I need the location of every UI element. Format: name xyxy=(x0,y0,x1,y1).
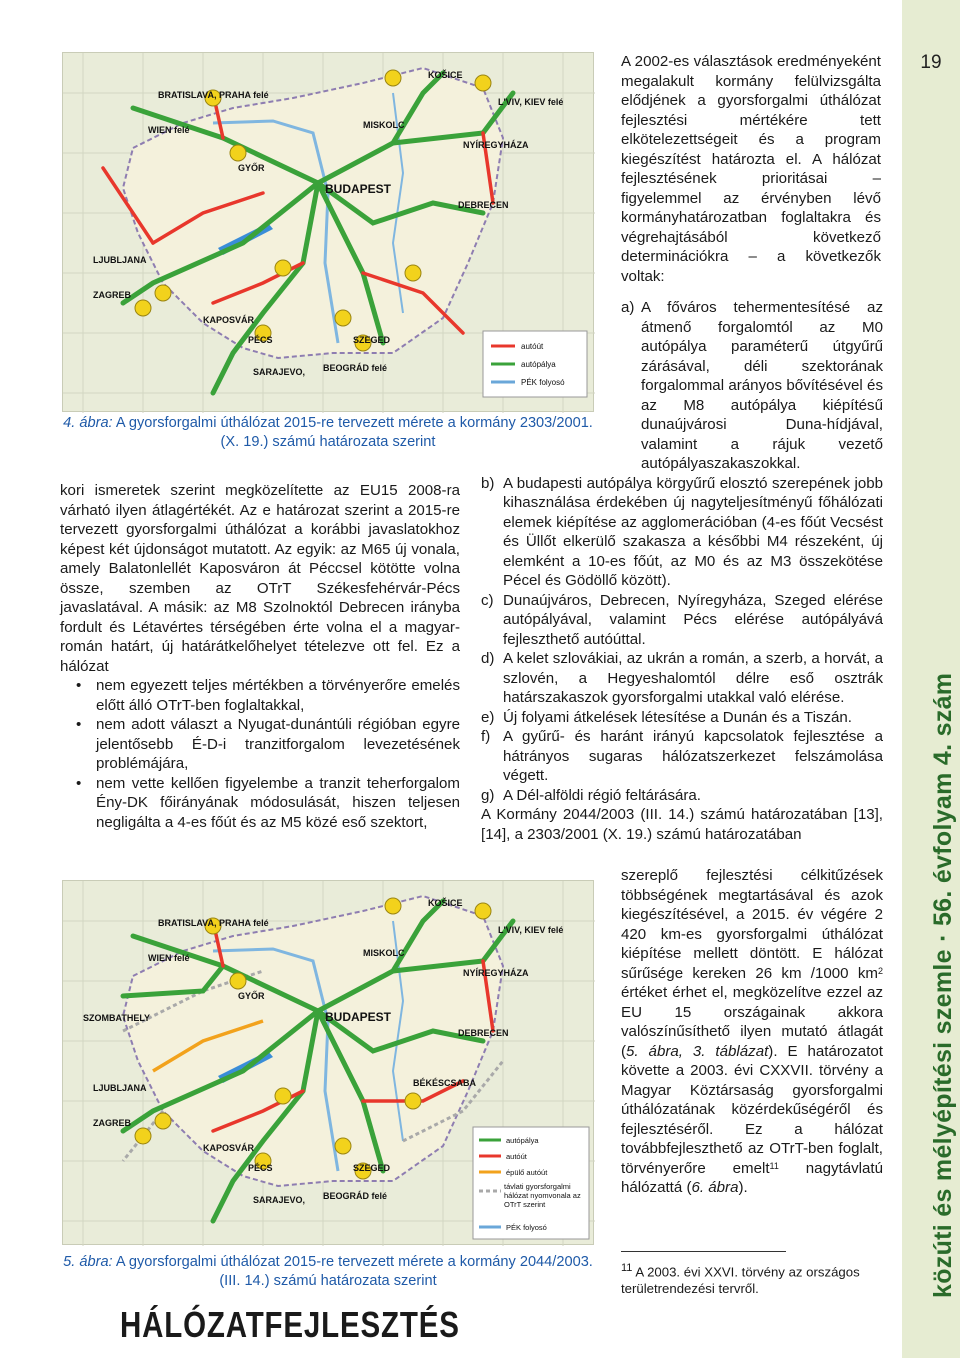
map-label-miskolc: MISKOLC xyxy=(363,120,405,130)
map-label-sarajevo: SARAJEVO, xyxy=(253,367,306,377)
left-column xyxy=(60,481,460,832)
item-text: A gyűrű- és haránt irányú kapcsolatok fejlesztése a hátrányos sugaras hálózatszerkezet felszámolása végett. xyxy=(503,728,883,784)
closing-wide: A Kormány 2044/2003 (III. 14.) számú határozatában [13], [14], a 2303/2001 (X. 19.) számú határozatában xyxy=(481,806,883,843)
item-text: A kelet szlovákiai, az ukrán a román, a szerb, a horvát, a szlovén, a Hegyeshalomtól délre eső osztrák határszakaszok gyorsforgalmi utakkal való elérése. xyxy=(503,650,883,706)
map-label-wien: WIEN felé xyxy=(148,953,190,963)
map-label-kiev: L'VIV, KIEV felé xyxy=(498,925,564,935)
footnote-number: 11 xyxy=(621,1262,633,1274)
figure-5-map xyxy=(62,880,594,1245)
map-label-miskolc: MISKOLC xyxy=(363,948,405,958)
map-label-budapest: BUDAPEST xyxy=(325,1010,392,1024)
right-list-block xyxy=(481,298,883,844)
item-mark: e) xyxy=(481,708,495,726)
journal-title-vertical: közúti és mélyépítési szemle · 56. évfolyam 4. szám xyxy=(929,672,957,1298)
map-label-szeged: SZEGED xyxy=(353,335,391,345)
item-text: Dunaújváros, Debrecen, Nyíregyháza, Szeged elérése autópályával, valamint Pécs elérése autópályává fejleszthető autóúttal. xyxy=(503,591,883,648)
map-label-budapest: BUDAPEST xyxy=(325,182,392,196)
priority-item xyxy=(481,708,883,728)
item-mark: a) xyxy=(621,299,635,316)
map-label-sarajevo: SARAJEVO, xyxy=(253,1195,306,1205)
legend-item: autópálya xyxy=(521,360,556,369)
bullet-item: • nem vette kellően figyelembe a tranzit teherforgalom Ény-DK főirányának módosulását, hiszen teljesen negligálta a 4-es főút és az M5 közé eső szektort, xyxy=(60,774,460,833)
map-label-wien: WIEN felé xyxy=(148,125,190,135)
figure-5-caption-text: A gyorsforgalmi úthálózat 2015-re tervezett mérete a kormány 2044/2003. (III. 14.) számú határozata szerint xyxy=(115,1254,593,1289)
bullet-item: • nem adott választ a Nyugat-dunántúli régióban egyre jelentősebb É-D-i tranzitforgalom levezetésének problémájára, xyxy=(60,715,460,774)
closing-paragraph: szereplő fejlesztési célkitűzések többségének megtartásával és azok kiegészítésével, a 2015. év végére 2 420 km-es gyorsforgalmi úthálózat kiépítése mellett döntött. E hálózat sűrűsége kereken 26 km /1000 $km^2$ értéket érhet el, megközelítve ezzel az EU 15 országainak akkora valószínűsíthető ilyen mutató átlagát (5. ábra, 3. táblázat). E határozatot követte a 2003. évi CXXVII. törvény a Magyar Köztársaság gyorsforgalmi úthálózatának közérdekűségéről és fejlesztéséről. Ez a hálózat továbbfejleszthető az OTrT-ben foglalt, törvényerőre emelt$^{11}$ nagytávlatú hálózattá (6. ábra). xyxy=(621,867,883,1196)
map-label-kosice: KOŠICE xyxy=(428,898,463,908)
footnote-text: A 2003. évi XXVI. törvény az országos területrendezési tervről. xyxy=(621,1264,860,1296)
intro-paragraph: A 2002-es választások eredményeként megalakult kormány felülvizsgálta elődjének a gyorsforgalmi úthálózat fejlesztési mértékére tett elkötelezettségeit és a program kiegészítést határozta el. A hálózat fejlesztésének prioritásai – figyelemmel az érvényben lévő kormányhatározatban foglaltakra és végrehajtásából következő determinációkra – a következők voltak: xyxy=(621,53,881,285)
item-mark: g) xyxy=(481,786,495,804)
map-label-bratislava: BRATISLAVA, PRAHA felé xyxy=(158,90,269,100)
priority-item xyxy=(481,649,883,708)
map-label-nyiregyhaza: NYÍREGYHÁZA xyxy=(463,968,529,978)
map-label-szeged: SZEGED xyxy=(353,1163,391,1173)
priority-item xyxy=(481,591,883,650)
map-label-zagreb: ZAGREB xyxy=(93,290,131,300)
item-mark: b) xyxy=(481,474,495,492)
item-mark: d) xyxy=(481,650,495,667)
figure-4-caption-text: A gyorsforgalmi úthálózat 2015-re tervezett mérete a kormány 2303/2001. (X. 19.) számú határozata szerint xyxy=(115,415,593,450)
map-label-ljubljana: LJUBLJANA xyxy=(93,1083,147,1093)
map-label-kaposvar: KAPOSVÁR xyxy=(203,1143,255,1153)
priority-list-a xyxy=(481,298,883,474)
priority-list xyxy=(481,474,883,806)
map-label-kosice: KOŠICE xyxy=(428,70,463,80)
priority-item xyxy=(481,786,883,806)
map-label-kiev: L'VIV, KIEV felé xyxy=(498,97,564,107)
priority-item xyxy=(481,727,883,786)
item-text: A Dél-alföldi régió feltárására. xyxy=(503,786,701,804)
item-text: A főváros tehermentesítésé az átmenő forgalomtól az M0 autópálya paraméterű útgyűrű zárásával, déli szektorának forgalommal arányos bővítésével és az M8 autópálya kiépítésű dunaújvárosi Duna-hídjával, valamint a rájuk vezető autópályaszakaszokkal. xyxy=(641,299,883,472)
priority-item xyxy=(481,474,883,591)
legend-item: autóút xyxy=(521,342,544,351)
map-label-bratislava: BRATISLAVA, PRAHA felé xyxy=(158,918,269,928)
item-mark: c) xyxy=(481,591,494,609)
figure-5-label: 5. ábra: xyxy=(63,1254,113,1270)
footnote xyxy=(621,1260,881,1297)
left-paragraph: kori ismeretek szerint megközelítette az EU15 2008-ra várható ilyen átlagértékét. Az e határozat szerint a 2015-re tervezett gyorsforgalmi úthálózat a korábbi javaslatokhoz képest két újdonságot mutatott. Az egyik: az M65 új vonala, amely Balatonlellét Kaposváron át Péccsel kötötte volna össze, szemben az OTrT Székesfehérvár-Pécs javaslatával. A másik: az M8 Szolnoktól Debrecen irányba fordult és Létavértes térségében érte volna el a magyar-román határt, új határátkelőhelyet tételezve ott fel. Ez a hálózat xyxy=(60,482,460,675)
figure-5-map-graphic xyxy=(63,881,595,1246)
footnote-ref: 11 xyxy=(769,1160,779,1171)
legend-item: épülő autóút xyxy=(506,1168,548,1177)
right-intro xyxy=(621,52,881,286)
map-label-beograd: BEOGRÁD felé xyxy=(323,363,388,373)
map-label-pecs: PÉCS xyxy=(248,335,273,345)
map-label-gyor: GYŐR xyxy=(238,991,265,1001)
map-label-gyor: GYŐR xyxy=(238,163,265,173)
legend-item: autópálya xyxy=(506,1136,539,1145)
map-label-zagreb: ZAGREB xyxy=(93,1118,131,1128)
item-text: Új folyami átkelések létesítése a Dunán és a Tiszán. xyxy=(503,708,853,726)
item-text: A budapesti autópálya körgyűrű elosztó szerepének jobb kihasználása érdekében új nagyteljesítményű főhálózati elemek kiépítése az agglomerációban (4-es főút Vecsést és Üllőt elkerülő szakasza a későbbi M4 részeként, új elemként a 10-es főút, az M0 és az M3 összekötése Pécel és Gödöllő között). xyxy=(503,474,883,589)
map-label-ljubljana: LJUBLJANA xyxy=(93,255,147,265)
figure-4-label: 4. ábra: xyxy=(63,415,113,431)
item-mark: f) xyxy=(481,728,491,745)
section-title: HÁLÓZATFEJLESZTÉS xyxy=(120,1304,460,1345)
priority-item xyxy=(481,298,883,474)
page-number: 19 xyxy=(920,52,942,73)
map-label-pecs: PÉCS xyxy=(248,1163,273,1173)
map-label-beograd: BEOGRÁD felé xyxy=(323,1191,388,1201)
left-bullet-list xyxy=(60,676,460,832)
figure-5-caption xyxy=(62,1253,594,1291)
map-label-nyiregyhaza: NYÍREGYHÁZA xyxy=(463,140,529,150)
legend-item: autóút xyxy=(506,1152,527,1161)
legend-item: PÉK folyosó xyxy=(506,1223,547,1232)
bullet-item: • nem egyezett teljes mértékben a törvényerőre emelés előtt álló OTrT-ben foglaltakkal, xyxy=(60,676,460,715)
right-closing xyxy=(621,866,883,1198)
footnote-rule xyxy=(621,1251,786,1252)
map-label-bekescsaba: BÉKÉSCSABA xyxy=(413,1078,477,1088)
map-label-kaposvar: KAPOSVÁR xyxy=(203,315,255,325)
legend-item: távlati gyorsforgalmi hálózat nyomvonala az OTrT szerint xyxy=(504,1182,581,1209)
map-label-debrecen: DEBRECEN xyxy=(458,200,509,210)
map-label-szombathely: SZOMBATHELY xyxy=(83,1013,151,1023)
legend-item: PÉK folyosó xyxy=(521,378,565,387)
map-label-debrecen: DEBRECEN xyxy=(458,1028,509,1038)
